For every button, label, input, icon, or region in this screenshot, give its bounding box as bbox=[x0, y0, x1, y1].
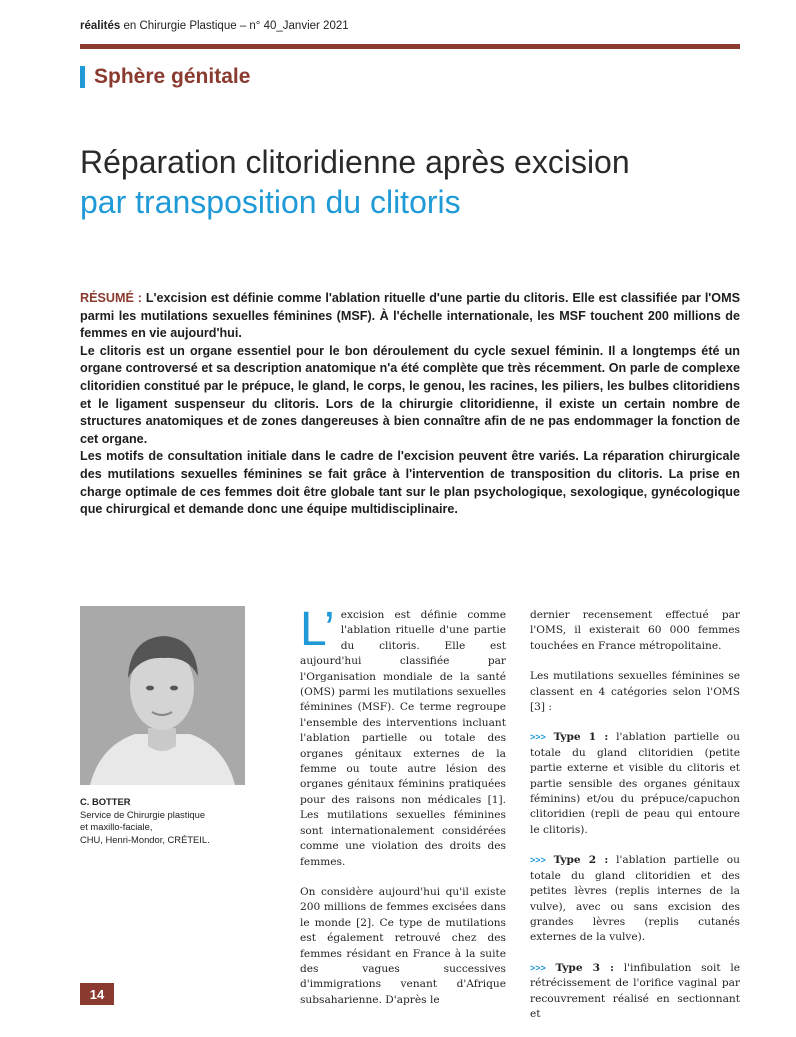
body-text-1: excision est définie comme l'ablation rituelle d'une partie du clitoris. Elle est aujourd'hui classifiée par l'Organisation mondiale de la santé (OMS) parmi les mutilations sexuelles féminines (MSF). Ce terme regroupe l'ensemble des interventions incluant l'ablation partielle ou totale des organes génitaux externes de la femme ou toute autre lésion des organes génitaux féminins pratiquées pour des raisons non médicales [1]. Les mutilations sexuelles féminines sont internationalement considérées comme une violation des droits des femmes. bbox=[300, 609, 506, 868]
body-paragraph-4: Les mutilations sexuelles féminines se classent en 4 catégories selon l'OMS [3] : bbox=[530, 670, 740, 714]
header-rule bbox=[80, 44, 740, 49]
body-column-1 bbox=[300, 603, 506, 1023]
author-affiliation-1: Service de Chirurgie plastique bbox=[80, 808, 206, 820]
body-paragraph-3: dernier recensement effectué par l'OMS, il existerait 60 000 femmes touchées en France métropolitaine. bbox=[530, 609, 740, 652]
type-1-label: Type 1 : bbox=[553, 731, 609, 744]
section-marker bbox=[80, 66, 85, 88]
abstract-text-1: L'excision est définie comme l'ablation rituelle d'une partie du clitoris. Elle est classifiée par l'OMS parmi les mutilations sexuelles féminines (MSF). À l'échelle internationale, les MSF touchent 200 millions de femmes en vie aujourd'hui. bbox=[80, 291, 740, 341]
type-2-text: l'ablation partielle ou totale du gland clitoridien et des petites lèvres (replis internes de la vulve), avec ou sans excision des grandes lèvres (replis cutanés externes de la vulve). bbox=[530, 854, 740, 944]
arrow-icon: >>> bbox=[530, 962, 546, 973]
body-column-2 bbox=[530, 608, 740, 1037]
author-affiliation-3: CHU, Henri-Mondor, CRÉTEIL. bbox=[80, 833, 210, 845]
author-info bbox=[80, 796, 260, 846]
body-paragraph-2: On considère aujourd'hui qu'il existe 200 millions de femmes excisées dans le monde [2]. Ce type de mutilations est également retrouvé chez des femmes résidant en France à la suite des vagues successives d'immigrations venant d'Afrique subsaharienne. D'après le bbox=[300, 885, 506, 1006]
arrow-icon: >>> bbox=[530, 732, 546, 743]
article-title bbox=[80, 142, 760, 222]
type-1-item bbox=[530, 730, 740, 838]
arrow-icon: >>> bbox=[530, 855, 546, 866]
type-3-label: Type 3 : bbox=[555, 961, 614, 974]
section-label bbox=[80, 65, 250, 89]
journal-name: réalités bbox=[80, 20, 121, 32]
body-paragraph-1 bbox=[300, 603, 506, 870]
abstract-paragraph-2: Le clitoris est un organe essentiel pour le bon déroulement du cycle sexuel féminin. Il a longtemps été un organe controversé et sa description anatomique n'a été complète que très récemment. On parle de complexe clitoridien constitué par le prépuce, le gland, le corps, le genou, les racines, les piliers, les bulbes clitoridiens et le ligament suspenseur du clitoris. Lors de la chirurgie clitoridienne, il existe un certain nombre de structures anatomiques et de zones dangereuses à bien connaître afin de ne pas endommager la fonction de cet organe. bbox=[80, 343, 740, 446]
type-1-text: l'ablation partielle ou totale du gland clitoridien (petite partie externe et visible du clitoris et partie sensible des organes génitaux féminins) et/ou du prépuce/capuchon clitoridien (repli de peau qui entoure le clitoris). bbox=[530, 731, 740, 836]
section-title: Sphère génitale bbox=[94, 65, 251, 88]
abstract bbox=[80, 290, 740, 519]
title-line-2: par transposition du clitoris bbox=[80, 184, 461, 220]
title-line-1: Réparation clitoridienne après excision bbox=[80, 144, 630, 180]
author-portrait-image bbox=[80, 606, 245, 785]
type-2-label: Type 2 : bbox=[553, 854, 609, 867]
abstract-lead: RÉSUMÉ : bbox=[80, 291, 142, 305]
journal-issue: en Chirurgie Plastique – n° 40_Janvier 2021 bbox=[120, 20, 349, 32]
running-head bbox=[80, 20, 349, 32]
author-name: C. BOTTER bbox=[80, 796, 131, 807]
abstract-paragraph-3: Les motifs de consultation initiale dans le cadre de l'excision peuvent être variés. La réparation chirurgicale des mutilations sexuelles féminines se fait grâce à l'intervention de transposition du clitoris. La prise en charge optimale de ces femmes doit être globale tant sur le plan psychologique, sexologique, gynécologique que chirurgical et demande donc une équipe multidisciplinaire. bbox=[80, 449, 740, 517]
type-2-item bbox=[530, 853, 740, 945]
page-number: 14 bbox=[80, 983, 114, 1005]
type-3-text: l'infibulation soit le rétrécissement de l'orifice vaginal par recouvrement réalisé en sectionnant et bbox=[530, 961, 741, 1020]
author-photo bbox=[80, 606, 245, 785]
author-affiliation-2: et maxillo-faciale, bbox=[80, 821, 153, 832]
type-3-item bbox=[530, 961, 740, 1023]
abstract-paragraph-1 bbox=[80, 290, 740, 343]
drop-cap: L’ bbox=[300, 603, 335, 656]
